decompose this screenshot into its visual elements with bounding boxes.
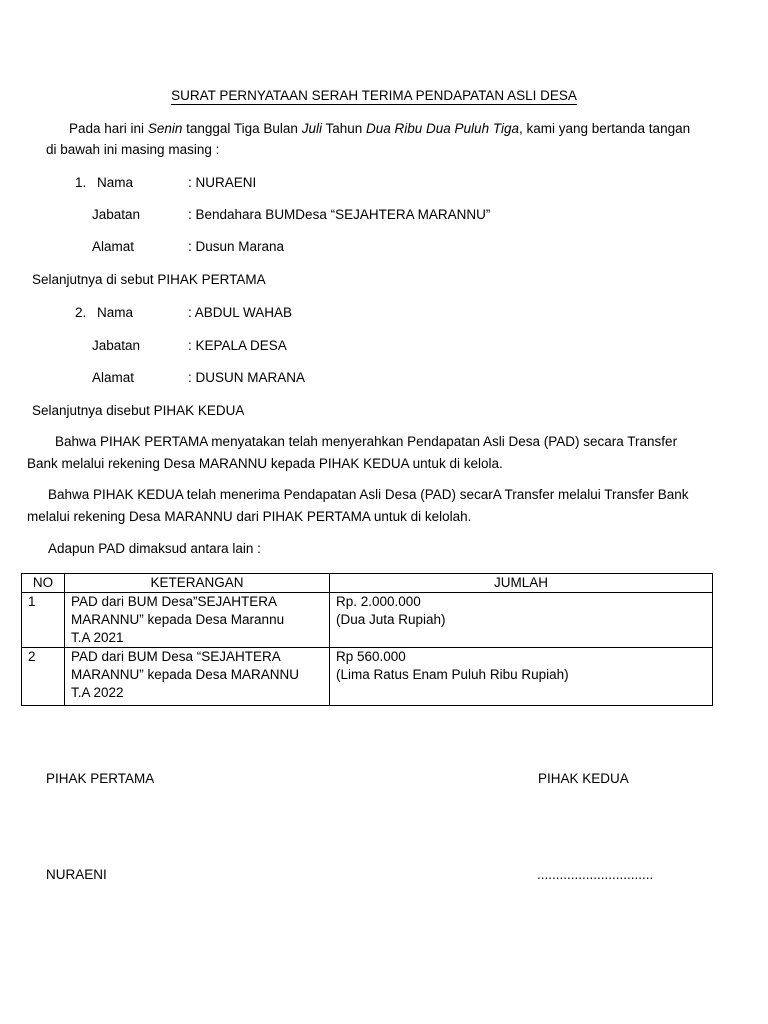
statement1-line2: Bank melalui rekening Desa MARANNU kepada PIHAK KEDUA untuk di kelola.	[27, 456, 503, 471]
document-title	[0, 88, 748, 103]
intro-text: tanggal Tiga Bulan	[182, 121, 302, 136]
header-no: NO	[22, 574, 65, 593]
amount-words: (Dua Juta Rupiah)	[336, 612, 446, 627]
row-no: 1	[22, 593, 65, 648]
table-header-row	[22, 574, 713, 593]
signature-left-title: PIHAK PERTAMA	[46, 771, 155, 786]
party1-number: 1.	[75, 175, 87, 190]
description-line: MARANNU” kepada Desa Marannu	[71, 612, 285, 627]
table-intro: Adapun PAD dimaksud antara lain :	[48, 541, 261, 556]
row-description	[65, 593, 330, 648]
row-amount	[330, 593, 713, 648]
header-amount: JUMLAH	[330, 574, 713, 593]
description-line: T.A 2022	[71, 685, 124, 700]
statement2-line2: melalui rekening Desa MARANNU dari PIHAK PERTAMA untuk di kelolah.	[27, 509, 472, 524]
description-line: MARANNU” kepada Desa MARANNU	[71, 667, 300, 682]
party2-position-value: : KEPALA DESA	[188, 338, 287, 353]
party2-address-value: : DUSUN MARANA	[188, 370, 306, 385]
description-line: PAD dari BUM Desa”SEJAHTERA	[71, 594, 278, 609]
party2-position-label: Jabatan	[92, 338, 141, 353]
amount-value: Rp. 2.000.000	[336, 594, 421, 609]
intro-day: Senin	[147, 121, 183, 136]
party2-number: 2.	[75, 305, 87, 320]
party2-address-label: Alamat	[92, 370, 135, 385]
amount-value: Rp 560.000	[336, 649, 406, 664]
party1-name-label: Nama	[97, 175, 134, 190]
party1-address-label: Alamat	[92, 239, 135, 254]
table-row	[22, 648, 713, 706]
row-amount	[330, 648, 713, 706]
intro-month: Juli	[301, 121, 322, 136]
intro-text: Pada hari ini	[69, 121, 148, 136]
intro-text: , kami yang bertanda tangan	[518, 121, 691, 136]
row-no: 2	[22, 648, 65, 706]
party1-address-value: : Dusun Marana	[188, 239, 285, 254]
signature-right-name: ...............................	[537, 867, 654, 882]
description-line: PAD dari BUM Desa “SEJAHTERA	[71, 649, 281, 664]
signature-right-title: PIHAK KEDUA	[538, 771, 629, 786]
intro-line-1	[69, 121, 690, 136]
description-line: T.A 2021	[71, 630, 124, 645]
party2-name-value: : ABDUL WAHAB	[188, 305, 293, 320]
party1-designation: Selanjutnya di sebut PIHAK PERTAMA	[32, 272, 266, 287]
intro-line-2: di bawah ini masing masing :	[46, 142, 220, 157]
party2-designation: Selanjutnya disebut PIHAK KEDUA	[32, 403, 245, 418]
document-title-text: SURAT PERNYATAAN SERAH TERIMA PENDAPATAN ASLI DESA	[171, 88, 577, 103]
intro-text: Tahun	[321, 121, 366, 136]
header-description: KETERANGAN	[65, 574, 330, 593]
intro-year: Dua Ribu Dua Puluh Tiga	[366, 121, 519, 136]
statement1-line1: Bahwa PIHAK PERTAMA menyatakan telah menyerahkan Pendapatan Asli Desa (PAD) secara Transfer	[55, 434, 678, 449]
party1-name-value: : NURAENI	[188, 175, 257, 190]
pad-table	[21, 573, 713, 706]
statement2-line1: Bahwa PIHAK KEDUA telah menerima Pendapatan Asli Desa (PAD) secarA Transfer melalui Transfer Bank	[48, 487, 689, 502]
amount-words: (Lima Ratus Enam Puluh Ribu Rupiah)	[336, 667, 569, 682]
table-row	[22, 593, 713, 648]
signature-left-name: NURAENI	[46, 867, 107, 882]
party1-position-value: : Bendahara BUMDesa “SEJAHTERA MARANNU”	[188, 207, 491, 222]
party1-position-label: Jabatan	[92, 207, 141, 222]
row-description	[65, 648, 330, 706]
party2-name-label: Nama	[97, 305, 134, 320]
